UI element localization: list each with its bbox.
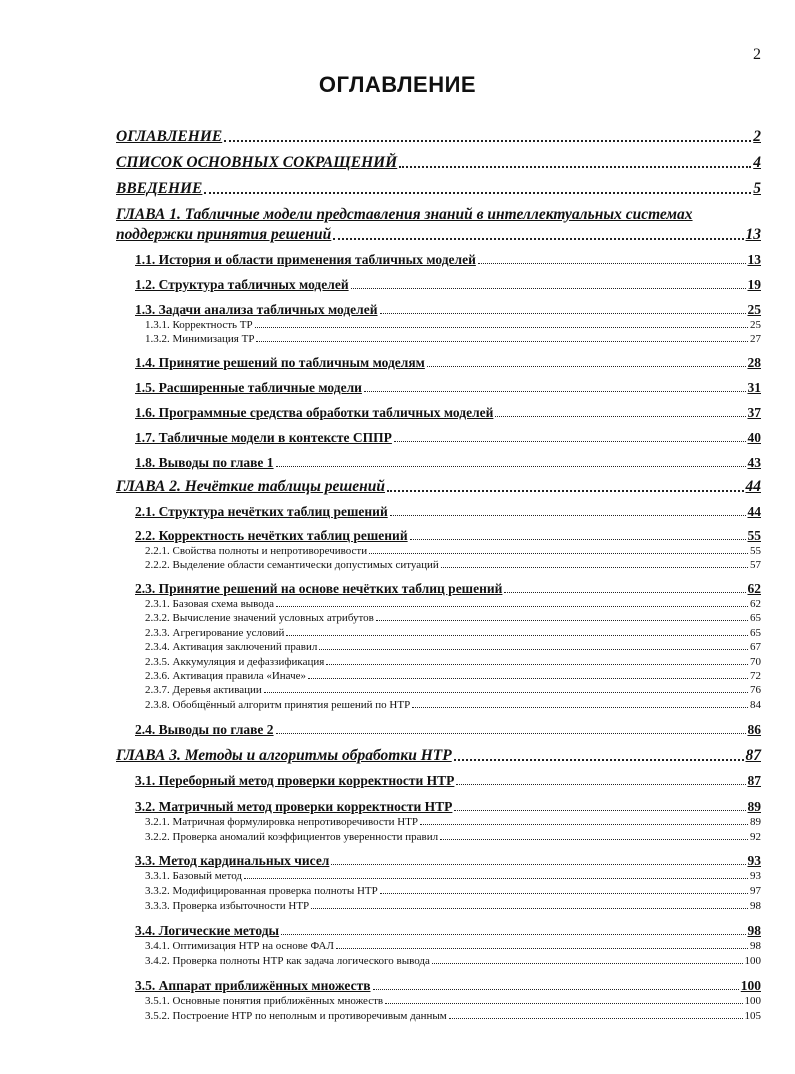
toc-entry-label: 2.3.3. Агрегирование условий: [145, 627, 285, 639]
toc-entry-label: СПИСОК ОСНОВНЫХ СОКРАЩЕНИЙ: [116, 154, 398, 171]
toc-entry-chapter-1[interactable]: [116, 226, 761, 244]
toc-entry-label: ГЛАВА 3. Методы и алгоритмы обработки НТР: [116, 747, 452, 764]
toc-entry-page: 105: [744, 1010, 761, 1022]
toc-entry-label: 3.2. Матричный метод проверки корректности НТР: [135, 799, 453, 814]
toc-entry[interactable]: [135, 722, 761, 738]
toc-entry-page: 13: [747, 252, 761, 267]
toc-subentry[interactable]: [145, 870, 761, 882]
toc-entry-label: 1.3.1. Корректность ТР: [145, 319, 253, 331]
toc-entry[interactable]: [135, 277, 761, 293]
toc-entry-page: 43: [747, 455, 761, 470]
toc-entry-label: 2.3.7. Деревья активации: [145, 684, 262, 696]
toc-subentry[interactable]: [145, 684, 761, 696]
toc-entry-label: 1.7. Табличные модели в контексте СППР: [135, 430, 392, 445]
page-number: 2: [753, 46, 761, 63]
toc-subentry[interactable]: [145, 641, 761, 653]
toc-entry-label: 1.3. Задачи анализа табличных моделей: [135, 302, 378, 317]
toc-entry-label: ВВЕДЕНИЕ: [116, 180, 203, 197]
toc-entry[interactable]: [135, 504, 761, 520]
toc-entry[interactable]: [135, 405, 761, 421]
toc-entry-page: 84: [750, 699, 761, 711]
toc-entry-page: 37: [747, 405, 761, 420]
toc-subentry[interactable]: [145, 699, 761, 711]
toc-entry-page: 44: [745, 478, 761, 495]
toc-entry-page: 28: [747, 355, 761, 370]
toc-entry-label: 3.3.1. Базовый метод: [145, 870, 242, 882]
toc-entry[interactable]: [135, 799, 761, 815]
toc-entry-contents[interactable]: [116, 128, 761, 146]
toc-entry-label: 2.4. Выводы по главе 2: [135, 722, 274, 737]
page-title: ОГЛАВЛЕНИЕ: [318, 72, 477, 97]
toc-entry-page: 5: [753, 180, 761, 197]
toc-entry[interactable]: [135, 581, 761, 597]
toc-subentry[interactable]: [145, 559, 761, 571]
toc-entry-page: 57: [750, 559, 761, 571]
toc-entry-label: 3.5. Аппарат приближённых множеств: [135, 978, 371, 993]
toc-entry-label: 3.2.2. Проверка аномалий коэффициентов уверенности правил: [145, 831, 439, 843]
toc-entry[interactable]: [135, 773, 761, 789]
toc-entry-page: 40: [747, 430, 761, 445]
toc-subentry[interactable]: [145, 670, 761, 682]
toc-entry-label: 1.4. Принятие решений по табличным моделям: [135, 355, 425, 370]
toc-subentry[interactable]: [145, 1010, 761, 1022]
toc-entry-page: 100: [744, 955, 761, 967]
toc-chapter-1-title-line1[interactable]: ГЛАВА 1. Табличные модели представления знаний в интеллектуальных системах: [116, 206, 693, 223]
toc-subentry[interactable]: [145, 598, 761, 610]
toc-entry-page: 25: [747, 302, 761, 317]
toc-entry-page: 70: [750, 656, 761, 668]
toc-entry-label: 2.2.1. Свойства полноты и непротиворечивости: [145, 545, 368, 557]
toc-subentry[interactable]: [145, 831, 761, 843]
toc-entry-page: 87: [747, 773, 761, 788]
toc-entry-label: поддержки принятия решений: [116, 226, 332, 243]
toc-entry-label: 2.3.6. Активация правила «Иначе»: [145, 670, 307, 682]
toc-entry-label: ОГЛАВЛЕНИЕ: [116, 128, 223, 145]
toc-entry[interactable]: [135, 853, 761, 869]
toc-entry-page: 62: [747, 581, 761, 596]
toc-entry-page: 13: [745, 226, 761, 243]
toc-entry-page: 89: [747, 799, 761, 814]
toc-entry-page: 100: [744, 995, 761, 1007]
toc-subentry[interactable]: [145, 900, 761, 912]
toc-entry-page: 98: [750, 900, 761, 912]
toc-entry-page: 72: [750, 670, 761, 682]
toc-entry-label: 2.3.4. Активация заключений правил: [145, 641, 318, 653]
toc-entry-page: 31: [747, 380, 761, 395]
toc-entry-page: 55: [750, 545, 761, 557]
toc-entry-label: 3.3.3. Проверка избыточности НТР: [145, 900, 310, 912]
toc-entry[interactable]: [135, 978, 761, 994]
toc-entry-label: 2.2.2. Выделение области семантически допустимых ситуаций: [145, 559, 439, 571]
toc-entry-label: ГЛАВА 2. Нечёткие таблицы решений: [116, 478, 386, 495]
toc-subentry[interactable]: [145, 319, 761, 331]
toc-entry-page: 98: [747, 923, 761, 938]
toc-entry-page: 98: [750, 940, 761, 952]
toc-subentry[interactable]: [145, 545, 761, 557]
toc-entry-label: 1.1. История и области применения табличных моделей: [135, 252, 476, 267]
toc-entry-label: 3.5.2. Построение НТР по неполным и противоречивым данным: [145, 1010, 447, 1022]
toc-entry-label: 1.5. Расширенные табличные модели: [135, 380, 362, 395]
toc-entry-label: 3.4.1. Оптимизация НТР на основе ФАЛ: [145, 940, 334, 952]
toc-entry-page: 55: [747, 528, 761, 543]
toc-entry[interactable]: [135, 455, 761, 471]
toc-entry-page: 25: [750, 319, 761, 331]
toc-subentry[interactable]: [145, 955, 761, 967]
toc-entry-page: 65: [750, 627, 761, 639]
toc-subentry[interactable]: [145, 627, 761, 639]
toc-entry-label: 2.3.2. Вычисление значений условных атрибутов: [145, 612, 374, 624]
toc-entry-page: 92: [750, 831, 761, 843]
toc-entry-page: 87: [745, 747, 761, 764]
toc-subentry[interactable]: [145, 333, 761, 345]
toc-entry-label: 3.3. Метод кардинальных чисел: [135, 853, 330, 868]
toc-subentry[interactable]: [145, 940, 761, 952]
toc-entry-page: 65: [750, 612, 761, 624]
toc-entry-page: 76: [750, 684, 761, 696]
toc-entry-introduction[interactable]: [116, 180, 761, 198]
toc-entry[interactable]: [135, 380, 761, 396]
toc-entry[interactable]: [135, 528, 761, 544]
toc-entry-label: 3.2.1. Матричная формулировка непротиворечивости НТР: [145, 816, 418, 828]
toc-entry-label: 2.3.5. Аккумуляция и дефаззификация: [145, 656, 325, 668]
toc-entry-label: 2.3. Принятие решений на основе нечётких таблиц решений: [135, 581, 503, 596]
toc-entry[interactable]: [135, 923, 761, 939]
toc-entry-page: 27: [750, 333, 761, 345]
toc-entry-label: 2.1. Структура нечётких таблиц решений: [135, 504, 388, 519]
toc-entry-page: 93: [747, 853, 761, 868]
toc-entry-page: 67: [750, 641, 761, 653]
toc-entry[interactable]: [135, 430, 761, 446]
toc-entry-page: 19: [747, 277, 761, 292]
toc-entry-page: 4: [753, 154, 761, 171]
toc-entry-page: 89: [750, 816, 761, 828]
toc-entry-page: 93: [750, 870, 761, 882]
toc-entry-label: 1.2. Структура табличных моделей: [135, 277, 349, 292]
toc-entry-label: 3.1. Переборный метод проверки корректности НТР: [135, 773, 455, 788]
toc-entry-page: 97: [750, 885, 761, 897]
toc-entry-label: 2.3.8. Обобщённый алгоритм принятия решений по НТР: [145, 699, 411, 711]
toc-entry-label: 3.5.1. Основные понятия приближённых множеств: [145, 995, 384, 1007]
toc-entry-page: 100: [740, 978, 761, 993]
toc-entry-label: 2.2. Корректность нечётких таблиц решений: [135, 528, 408, 543]
toc-entry-label: 1.3.2. Минимизация ТР: [145, 333, 255, 345]
toc-entry[interactable]: [135, 355, 761, 371]
toc-entry-label: 1.6. Программные средства обработки табличных моделей: [135, 405, 494, 420]
toc-entry-chapter-3[interactable]: [116, 747, 761, 765]
toc-subentry[interactable]: [145, 995, 761, 1007]
toc-subentry[interactable]: [145, 656, 761, 668]
toc-subentry[interactable]: [145, 612, 761, 624]
toc-entry-page: 2: [753, 128, 761, 145]
toc-entry-chapter-2[interactable]: [116, 478, 761, 496]
toc-entry[interactable]: [135, 302, 761, 318]
toc-entry[interactable]: [135, 252, 761, 268]
toc-entry-label: 3.3.2. Модифицированная проверка полноты НТР: [145, 885, 378, 897]
toc-subentry[interactable]: [145, 885, 761, 897]
toc-entry-label: 1.8. Выводы по главе 1: [135, 455, 274, 470]
toc-entry-label: 3.4.2. Проверка полноты НТР как задача логического вывода: [145, 955, 430, 967]
toc-entry-label: 2.3.1. Базовая схема вывода: [145, 598, 274, 610]
toc-entry-page: 44: [747, 504, 761, 519]
toc-entry-abbreviations[interactable]: [116, 154, 761, 172]
toc-entry-page: 86: [747, 722, 761, 737]
toc-entry-page: 62: [750, 598, 761, 610]
toc-subentry[interactable]: [145, 816, 761, 828]
toc-entry-label: 3.4. Логические методы: [135, 923, 280, 938]
